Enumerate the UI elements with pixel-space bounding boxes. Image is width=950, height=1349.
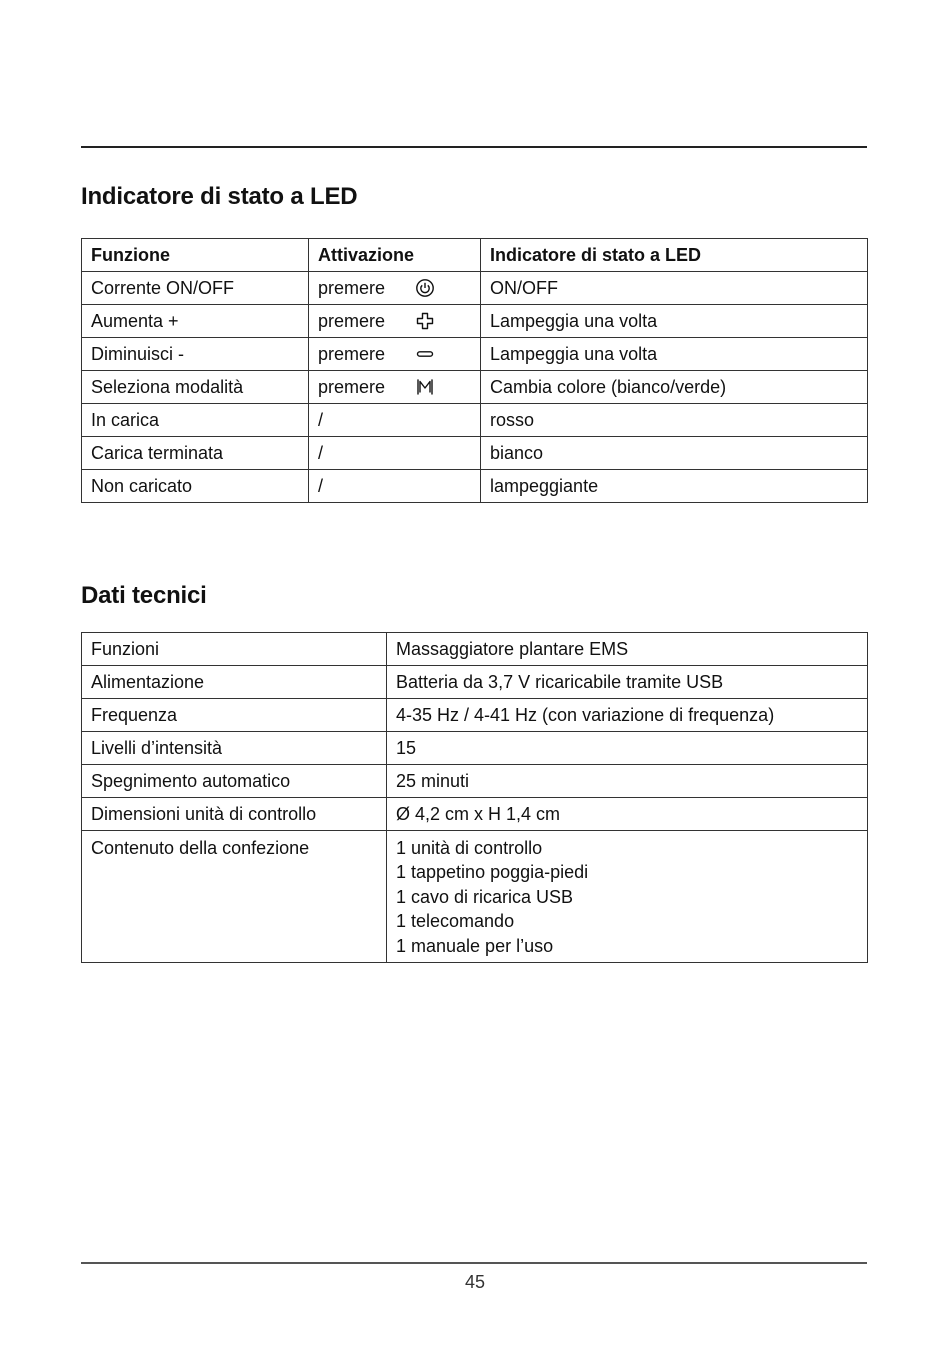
led-section-title: Indicatore di stato a LED bbox=[81, 183, 358, 210]
indicatore-cell: lampeggiante bbox=[481, 470, 868, 503]
spec-label: Frequenza bbox=[82, 699, 387, 732]
attivazione-cell: / bbox=[309, 437, 481, 470]
funzione-cell: Non caricato bbox=[82, 470, 309, 503]
indicatore-cell: Cambia colore (bianco/verde) bbox=[481, 371, 868, 404]
list-item: 1 telecomando bbox=[396, 911, 515, 932]
funzione-cell: Aumenta + bbox=[82, 305, 309, 338]
funzione-cell: Carica terminata bbox=[82, 437, 309, 470]
attivazione-cell bbox=[309, 272, 481, 305]
power-icon bbox=[414, 277, 436, 299]
page-number: 45 bbox=[464, 1272, 486, 1292]
bottom-rule bbox=[81, 1262, 867, 1264]
table-row bbox=[82, 371, 868, 404]
table-row bbox=[82, 633, 868, 666]
attivazione-text: premere bbox=[318, 277, 386, 298]
list-item: 1 tappetino poggia-piedi bbox=[396, 862, 589, 883]
tech-section-title: Dati tecnici bbox=[81, 582, 207, 609]
attivazione-cell bbox=[309, 305, 481, 338]
table-row bbox=[82, 305, 868, 338]
spec-label bbox=[82, 831, 387, 963]
list-item: 1 cavo di ricarica USB bbox=[396, 886, 574, 907]
header-indicatore: Indicatore di stato a LED bbox=[481, 239, 868, 272]
minus-icon bbox=[414, 343, 436, 365]
funzione-cell: In carica bbox=[82, 404, 309, 437]
spec-value: 15 bbox=[387, 732, 868, 765]
table-row bbox=[82, 765, 868, 798]
led-status-table bbox=[81, 238, 868, 503]
indicatore-cell: bianco bbox=[481, 437, 868, 470]
tech-data-table bbox=[81, 632, 868, 963]
table-row bbox=[82, 437, 868, 470]
contents-label: Contenuto della confezione bbox=[91, 838, 310, 858]
spec-value: 4-35 Hz / 4-41 Hz (con variazione di frequenza) bbox=[387, 699, 868, 732]
spec-label: Funzioni bbox=[82, 633, 387, 666]
attivazione-text: premere bbox=[318, 343, 386, 364]
attivazione-cell: / bbox=[309, 470, 481, 503]
table-row bbox=[82, 272, 868, 305]
spec-label: Alimentazione bbox=[82, 666, 387, 699]
spec-value: Batteria da 3,7 V ricaricabile tramite USB bbox=[387, 666, 868, 699]
table-row bbox=[82, 732, 868, 765]
spec-label: Livelli d’intensità bbox=[82, 732, 387, 765]
funzione-cell: Seleziona modalità bbox=[82, 371, 309, 404]
attivazione-text: premere bbox=[318, 376, 386, 397]
indicatore-cell: ON/OFF bbox=[481, 272, 868, 305]
table-row bbox=[82, 404, 868, 437]
spec-value: Massaggiatore plantare EMS bbox=[387, 633, 868, 666]
contents-list bbox=[387, 831, 868, 963]
table-row-contents bbox=[82, 831, 868, 963]
table-row bbox=[82, 798, 868, 831]
table-row bbox=[82, 699, 868, 732]
plus-icon bbox=[414, 310, 436, 332]
table-row bbox=[82, 666, 868, 699]
attivazione-cell bbox=[309, 338, 481, 371]
indicatore-cell: Lampeggia una volta bbox=[481, 305, 868, 338]
table-header-row bbox=[82, 239, 868, 272]
indicatore-cell: rosso bbox=[481, 404, 868, 437]
top-rule bbox=[81, 146, 867, 148]
spec-value: 25 minuti bbox=[387, 765, 868, 798]
mode-icon bbox=[414, 376, 436, 398]
list-item: 1 manuale per l’uso bbox=[396, 935, 554, 956]
attivazione-text: premere bbox=[318, 310, 386, 331]
table-row bbox=[82, 338, 868, 371]
list-item: 1 unità di controllo bbox=[396, 838, 543, 858]
funzione-cell: Corrente ON/OFF bbox=[82, 272, 309, 305]
header-funzione: Funzione bbox=[82, 239, 309, 272]
table-row bbox=[82, 470, 868, 503]
header-attivazione: Attivazione bbox=[309, 239, 481, 272]
spec-label: Spegnimento automatico bbox=[82, 765, 387, 798]
spec-value: Ø 4,2 cm x H 1,4 cm bbox=[387, 798, 868, 831]
attivazione-cell: / bbox=[309, 404, 481, 437]
funzione-cell: Diminuisci - bbox=[82, 338, 309, 371]
indicatore-cell: Lampeggia una volta bbox=[481, 338, 868, 371]
attivazione-cell bbox=[309, 371, 481, 404]
spec-label: Dimensioni unità di controllo bbox=[82, 798, 387, 831]
